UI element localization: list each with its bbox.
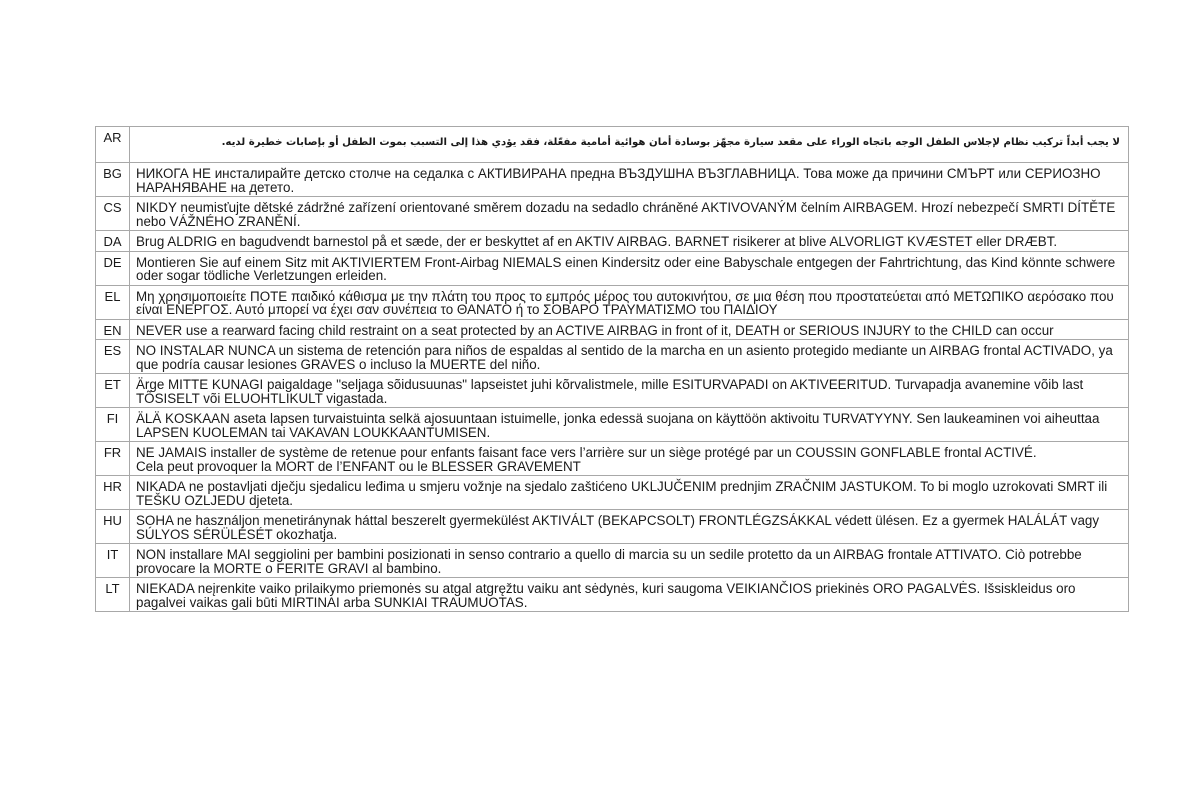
language-code: HR (96, 476, 130, 510)
warning-text: НИКОГА НЕ инсталирайте детско столче на седалка с АКТИВИРАНА предна ВЪЗДУШНА ВЪЗГЛАВНИЦА. Това може да причини СМЪРТ или СЕРИОЗНО НАРАНЯВАНЕ на детето. (136, 166, 1101, 195)
warning-row-hr (96, 476, 1129, 510)
language-code: ET (96, 374, 130, 408)
language-code: ES (96, 340, 130, 374)
warning-text: Brug ALDRIG en bagudvendt barnestol på et sæde, der er beskyttet af en AKTIV AIRBAG. BARNET risikerer at blive ALVORLIGT KVÆSTET eller DRÆBT. (136, 234, 1058, 249)
warning-row-lt (96, 578, 1129, 612)
warning-text-cell (130, 442, 1129, 476)
warning-text: NEVER use a rearward facing child restraint on a seat protected by an ACTIVE AIRBAG in front of it, DEATH or SERIOUS INJURY to the CHILD can occur (136, 322, 1054, 338)
warning-text: لا يجب أبداً تركيب نظام لإجلاس الطفل الوجه باتجاه الوراء على مقعد سيارة مجهّز بوسادة أمان هوائية أمامية مفعّلة، فقد يؤدي هذا إلى التسبب بموت الطفل أو بإصابات خطيرة لديه. (221, 137, 1120, 148)
language-code: IT (96, 544, 130, 578)
language-code: EN (96, 319, 130, 340)
warning-text-cell (130, 544, 1129, 578)
warning-text: NIKADA ne postavljati dječju sjedalicu leđima u smjeru vožnje na sjedalo zaštićeno UKLJUČENIM prednjim ZRAČNIM JASTUKOM. To bi moglo uzrokovati SMRT ili TEŠKU OZLJEDU djeteta. (136, 479, 1108, 508)
warning-text: SOHA ne használjon menetiránynak háttal beszerelt gyermekülést AKTIVÁLT (BEKAPCSOLT) FRONTLÉGZSÁKKAL védett ülésen. Ez a gyermek HALÁLÁT vagy SÚLYOS SÉRÜLÉSÉT okozhatja. (136, 513, 1100, 542)
warning-text: NON installare MAI seggiolini per bambini posizionati in senso contrario a quello di marcia su un sedile protetto da un AIRBAG frontale ATTIVATO. Ciò potrebbe provocare la MORTE o FERITE GRAVI al bambino. (136, 547, 1082, 576)
warning-row-es (96, 340, 1129, 374)
warning-text-cell (130, 319, 1129, 340)
warning-text: ÄLÄ KOSKAAN aseta lapsen turvaistuinta selkä ajosuuntaan istuimelle, jonka edessä suojana on käyttöön aktivoitu TURVATYYNY. Sen laukeaminen voi aiheuttaa LAPSEN KUOLEMAN tai VAKAVAN LOUKKAANTUMISEN. (136, 411, 1100, 440)
warning-text-cell (130, 408, 1129, 442)
language-code: FR (96, 442, 130, 476)
warning-row-et (96, 374, 1129, 408)
language-code: BG (96, 163, 130, 197)
warning-text-cell (130, 374, 1129, 408)
language-code: CS (96, 197, 130, 231)
language-code: LT (96, 578, 130, 612)
warning-text-cell (130, 510, 1129, 544)
warning-text-cell (130, 285, 1129, 319)
warning-table-body (96, 127, 1129, 612)
warning-text: Montieren Sie auf einem Sitz mit AKTIVIERTEM Front-Airbag NIEMALS einen Kindersitz oder eine Babyschale entgegen der Fahrtrichtung, das Kind könnte schwere oder sogar tödliche Verletzungen erleiden. (136, 254, 1116, 283)
airbag-warning-table (95, 126, 1129, 612)
language-code: FI (96, 408, 130, 442)
warning-text-cell (130, 231, 1129, 252)
language-code: DE (96, 251, 130, 285)
warning-text-cell (130, 340, 1129, 374)
warning-row-de (96, 251, 1129, 285)
warning-text: NIKDY neumisťujte dětské zádržné zařízení orientované směrem dozadu na sedadlo chráněné AKTIVOVANÝM čelním AIRBAGEM. Hrozí nebezpečí SMRTI DÍTĚTE nebo VÁŽNÉHO ZRANĚNÍ. (136, 200, 1116, 229)
warning-text: Μη χρησιμοποιείτε ΠΟΤΕ παιδικό κάθισμα με την πλάτη του προς το εμπρός μέρος του αυτοκινήτου, σε μια θέση που προστατεύεται από ΜΕΤΩΠΙΚΟ αερόσακο που είναι ΕΝΕΡΓΟΣ. Αυτό μπορεί να έχει σαν συνέπεια το ΘΑΝΑΤΟ ή το ΣΟΒΑΡΟ ΤΡΑΥΜΑΤΙΣΜΟ του ΠΑΙΔΙΟΥ (136, 288, 1114, 317)
language-code: HU (96, 510, 130, 544)
warning-text-cell (130, 163, 1129, 197)
warning-row-it (96, 544, 1129, 578)
warning-row-bg (96, 163, 1129, 197)
warning-text: NE JAMAIS installer de système de retenue pour enfants faisant face vers l’arrière sur un siège protégé par un COUSSIN GONFLABLE frontal ACTIVÉ. Cela peut provoquer la MORT de l’ENFANT ou le BLESSER GRAVEMENT (136, 445, 1037, 474)
warning-row-en (96, 319, 1129, 340)
warning-text: Ärge MITTE KUNAGI paigaldage "seljaga sõidusuunas" lapseistet juhi kõrvalistmele, mille ESITURVAPADI on AKTIVEERITUD. Turvapadja avanemine võib last TÕSISELT või ELUOHTLIKULT vigastada. (136, 377, 1084, 406)
warning-row-ar (96, 127, 1129, 163)
warning-text-cell (130, 251, 1129, 285)
warning-text-cell (130, 578, 1129, 612)
language-code: EL (96, 285, 130, 319)
warning-row-el (96, 285, 1129, 319)
warning-text-cell (130, 476, 1129, 510)
warning-text: NIEKADA neįrenkite vaiko prilaikymo priemonės su atgal atgręžtu vaiku ant sėdynės, kuri saugoma VEIKIANČIOS priekinės ORO PAGALVĖS. Išsiskleidus oro pagalvei vaikas gali būti MIRTINAI arba SUNKIAI TRAUMUOTAS. (136, 581, 1076, 610)
warning-text-cell (130, 127, 1129, 163)
warning-row-da (96, 231, 1129, 252)
language-code: DA (96, 231, 130, 252)
warning-row-fi (96, 408, 1129, 442)
language-code: AR (96, 127, 130, 163)
warning-row-hu (96, 510, 1129, 544)
warning-row-fr (96, 442, 1129, 476)
warning-row-cs (96, 197, 1129, 231)
warning-text-cell (130, 197, 1129, 231)
warning-text: NO INSTALAR NUNCA un sistema de retención para niños de espaldas al sentido de la marcha en un asiento protegido mediante un AIRBAG frontal ACTIVADO, ya que podría causar lesiones GRAVES o incluso la MUERTE del niño. (136, 343, 1113, 372)
